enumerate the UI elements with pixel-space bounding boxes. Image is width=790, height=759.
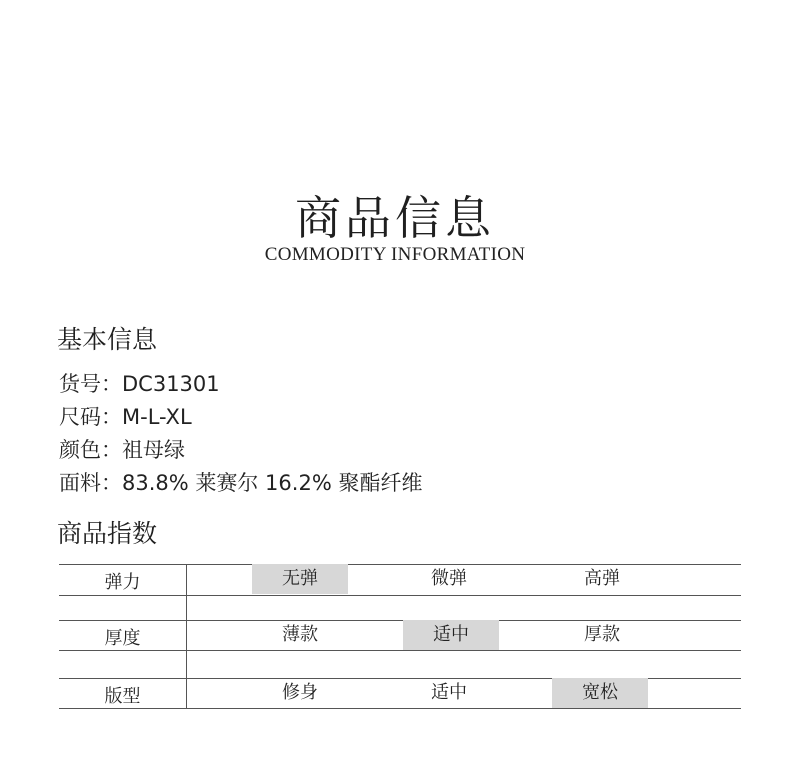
info-value: 83.8% 莱赛尔 16.2% 聚酯纤维	[122, 471, 423, 495]
info-label: 货号：	[59, 372, 122, 396]
option-high-stretch: 高弹	[584, 568, 620, 589]
info-value: M-L-XL	[122, 405, 192, 429]
info-value: 祖母绿	[122, 438, 185, 462]
index-row-label-fit: 版型	[104, 686, 141, 707]
product-index-table	[59, 564, 741, 709]
info-row-fabric	[59, 467, 422, 497]
page-title-cn: 商品信息	[295, 191, 495, 245]
table-rule	[59, 650, 741, 651]
info-row-color	[59, 434, 185, 464]
table-rule	[59, 595, 741, 596]
option-slight-stretch: 微弹	[431, 568, 467, 589]
basic-info-heading: 基本信息	[57, 325, 158, 354]
option-loose: 宽松	[552, 678, 648, 708]
info-row-item-number	[59, 368, 220, 398]
option-no-stretch: 无弹	[252, 564, 348, 594]
index-row-label-thickness: 厚度	[104, 628, 141, 649]
option-medium-thickness: 适中	[403, 620, 499, 650]
info-label: 尺码：	[59, 405, 122, 429]
product-index-heading: 商品指数	[57, 519, 158, 548]
info-label: 颜色：	[59, 438, 122, 462]
option-thin: 薄款	[282, 624, 318, 645]
option-regular-fit: 适中	[431, 682, 467, 703]
option-thick: 厚款	[584, 624, 620, 645]
table-column-divider	[186, 564, 187, 709]
info-label: 面料：	[59, 471, 122, 495]
page-title-en: COMMODITY INFORMATION	[264, 244, 526, 265]
info-value: DC31301	[122, 372, 220, 396]
index-row-label-elasticity: 弹力	[104, 572, 141, 593]
table-rule	[59, 708, 741, 709]
info-row-size	[59, 401, 192, 431]
option-slim: 修身	[282, 682, 318, 703]
